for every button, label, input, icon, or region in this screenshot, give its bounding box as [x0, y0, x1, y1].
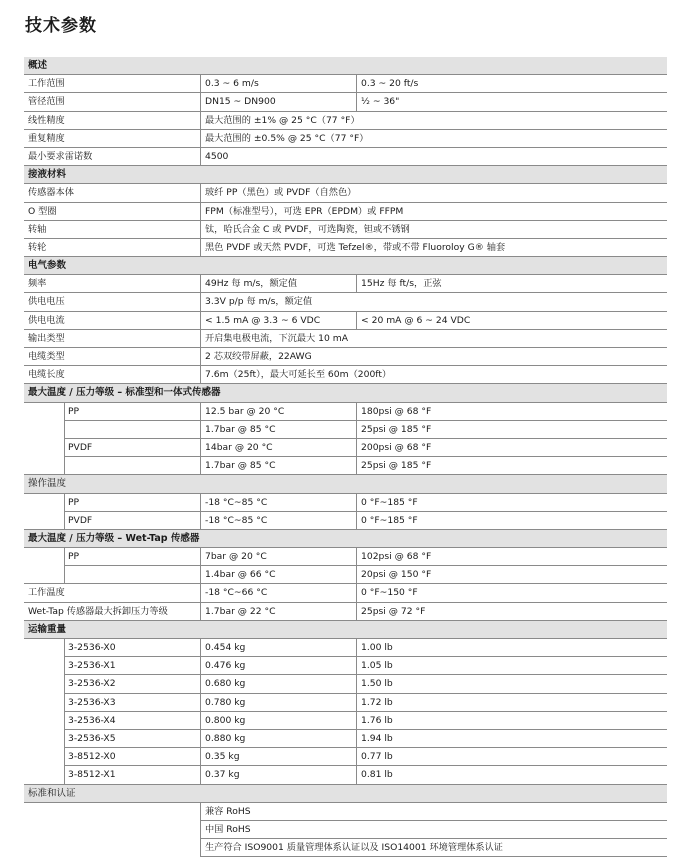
table-row: [24, 75, 667, 93]
row-sublabel: 3-8512-X1: [68, 769, 116, 781]
row-value-imperial: 1.94 lb: [356, 730, 667, 748]
standard-item: [24, 803, 667, 821]
row-sublabel: 3-2536-X4: [68, 714, 116, 726]
row-value-imperial: 25psi @ 72 °F: [356, 603, 667, 620]
row-value-metric: 玻纤 PP（黑色）或 PVDF（自然色）: [200, 184, 667, 201]
table-row: [24, 548, 667, 566]
row-value-metric: < 1.5 mA @ 3.3 ~ 6 VDC: [200, 312, 356, 329]
section-heading: 接液材料: [28, 169, 67, 181]
table-row: [24, 403, 667, 421]
section-header: [24, 530, 667, 548]
row-sublabel: PP: [68, 551, 80, 563]
row-value-metric: 0.35 kg: [200, 748, 356, 766]
section-header: [24, 166, 667, 184]
section-heading: 最大温度 / 压力等级 – Wet-Tap 传感器: [28, 532, 200, 544]
table-row: [24, 312, 667, 330]
row-label: 工作温度: [28, 587, 65, 599]
row-value-metric: -18 °C~85 °C: [200, 494, 356, 512]
row-label: O 型圈: [28, 205, 57, 217]
row-value-metric: 0.476 kg: [200, 657, 356, 675]
row-value-imperial: 1.72 lb: [356, 694, 667, 712]
table-row: [24, 566, 667, 584]
table-row: [24, 112, 667, 130]
row-value-imperial: 0 °F~185 °F: [356, 494, 667, 512]
row-value-imperial: 0 °F~150 °F: [356, 584, 667, 601]
row-sublabel: 3-2536-X3: [68, 696, 116, 708]
row-value-metric: DN15 ~ DN900: [200, 93, 356, 110]
table-row: [24, 348, 667, 366]
table-row: [24, 639, 667, 657]
spec-table: [24, 57, 667, 857]
table-row: [24, 366, 667, 384]
row-label: 转轮: [28, 241, 47, 253]
section-heading: 操作温度: [28, 478, 67, 490]
row-value-metric: 黑色 PVDF 或天然 PVDF，可选 Tefzel®，带或不带 Fluoroloy G® 轴套: [200, 239, 667, 256]
standard-text: 中国 RoHS: [200, 821, 667, 839]
table-row: [24, 293, 667, 311]
row-value-metric: 1.7bar @ 22 °C: [200, 603, 356, 620]
row-label: 线性精度: [28, 114, 65, 126]
row-value-metric: 7bar @ 20 °C: [200, 548, 356, 566]
row-sublabel: PP: [68, 496, 80, 508]
row-value-metric: FPM（标准型号），可选 EPR（EPDM）或 FFPM: [200, 203, 667, 220]
row-value-imperial: 102psi @ 68 °F: [356, 548, 667, 566]
row-label: 电缆长度: [28, 369, 65, 381]
table-row: [24, 239, 667, 257]
row-sublabel: [64, 457, 200, 474]
section-heading: 运输重量: [28, 623, 67, 635]
row-label: 重复精度: [28, 132, 65, 144]
row-value-metric: -18 °C~66 °C: [200, 584, 356, 601]
table-row: [24, 275, 667, 293]
table-row: [24, 439, 667, 457]
row-sublabel: 3-2536-X2: [68, 678, 116, 690]
row-value-metric: 49Hz 每 m/s，额定值: [200, 275, 356, 292]
row-sublabel: 3-2536-X5: [68, 732, 116, 744]
table-row: [24, 457, 667, 475]
table-row: [24, 675, 667, 693]
row-value-imperial: 25psi @ 185 °F: [356, 457, 667, 474]
table-row: [24, 603, 667, 621]
table-row: [24, 494, 667, 512]
row-value-imperial: 1.76 lb: [356, 712, 667, 730]
row-label: Wet-Tap 传感器最大拆卸压力等级: [28, 605, 168, 617]
row-value-metric: 3.3V p/p 每 m/s，额定值: [200, 293, 667, 310]
row-value-imperial: < 20 mA @ 6 ~ 24 VDC: [356, 312, 667, 329]
standard-text: 生产符合 ISO9001 质量管理体系认证以及 ISO14001 环境管理体系认证: [200, 839, 667, 857]
section-header: [24, 384, 667, 402]
row-label: 电缆类型: [28, 351, 65, 362]
row-value-imperial: 180psi @ 68 °F: [356, 403, 667, 421]
row-label: 供电电压: [28, 296, 65, 308]
row-value-metric: 最大范围的 ±1% @ 25 °C（77 °F）: [200, 112, 667, 129]
table-row: [24, 657, 667, 675]
row-label: 最小要求雷诺数: [28, 150, 93, 162]
table-row: [24, 421, 667, 439]
row-value-imperial: 0.81 lb: [356, 766, 667, 783]
row-value-imperial: 25psi @ 185 °F: [356, 421, 667, 439]
section-header: [24, 257, 667, 275]
row-value-metric: 最大范围的 ±0.5% @ 25 °C（77 °F）: [200, 130, 667, 147]
row-value-imperial: 15Hz 每 ft/s，正弦: [356, 275, 667, 292]
row-value-imperial: 1.50 lb: [356, 675, 667, 693]
row-value-imperial: 1.00 lb: [356, 639, 667, 657]
row-value-imperial: 1.05 lb: [356, 657, 667, 675]
row-label: 工作范围: [28, 78, 65, 90]
table-row: [24, 221, 667, 239]
section-header: [24, 621, 667, 639]
row-value-metric: 0.880 kg: [200, 730, 356, 748]
section-heading: 电气参数: [28, 260, 67, 272]
row-value-metric: 0.780 kg: [200, 694, 356, 712]
row-label: 频率: [28, 278, 47, 290]
row-value-metric: 0.3 ~ 6 m/s: [200, 75, 356, 92]
row-value-metric: 1.7bar @ 85 °C: [200, 421, 356, 439]
table-row: [24, 148, 667, 166]
row-value-imperial: 0.3 ~ 20 ft/s: [356, 75, 667, 92]
table-row: [24, 584, 667, 602]
row-sublabel: PVDF: [68, 514, 93, 526]
row-value-imperial: 0 °F~185 °F: [356, 512, 667, 529]
section-header: [24, 57, 667, 75]
page-title: 技术参数: [25, 16, 97, 36]
row-value-metric: 0.454 kg: [200, 639, 356, 657]
row-value-imperial: 200psi @ 68 °F: [356, 439, 667, 457]
row-value-metric: 2 芯双绞带屏蔽，22AWG: [200, 348, 667, 365]
section-heading: 最大温度 / 压力等级 – 标准型和一体式传感器: [28, 387, 221, 399]
table-row: [24, 184, 667, 202]
table-row: [24, 130, 667, 148]
row-value-metric: 7.6m（25ft），最大可延长至 60m（200ft）: [200, 366, 667, 383]
row-value-metric: 0.800 kg: [200, 712, 356, 730]
table-row: [24, 730, 667, 748]
row-label: 传感器本体: [28, 187, 74, 199]
row-value-metric: -18 °C~85 °C: [200, 512, 356, 529]
row-value-metric: 1.7bar @ 85 °C: [200, 457, 356, 474]
section-heading: 概述: [28, 60, 48, 71]
section-heading: 标准和认证: [28, 787, 76, 799]
row-value-metric: 0.37 kg: [200, 766, 356, 783]
row-label: 转轴: [28, 223, 47, 235]
row-label: 管径范围: [28, 96, 65, 108]
row-value-metric: 1.4bar @ 66 °C: [200, 566, 356, 583]
row-sublabel: PP: [68, 405, 80, 417]
row-sublabel: [64, 566, 200, 583]
row-label: 供电电流: [28, 314, 65, 326]
table-row: [24, 93, 667, 111]
table-row: [24, 694, 667, 712]
row-sublabel: 3-8512-X0: [68, 751, 116, 763]
row-value-metric: 4500: [200, 148, 667, 165]
row-value-imperial: ½ ~ 36": [356, 93, 667, 110]
table-row: [24, 330, 667, 348]
row-value-metric: 开启集电极电流，下沉最大 10 mA: [200, 330, 667, 347]
standard-item: [24, 839, 667, 857]
row-sublabel: 3-2536-X0: [68, 642, 116, 653]
row-sublabel: [64, 421, 200, 439]
standard-text: 兼容 RoHS: [200, 803, 667, 821]
row-sublabel: 3-2536-X1: [68, 660, 116, 672]
row-value-metric: 12.5 bar @ 20 °C: [200, 403, 356, 421]
row-value-imperial: 20psi @ 150 °F: [356, 566, 667, 583]
row-value-metric: 钛，哈氏合金 C 或 PVDF，可选陶瓷，钽或不锈钢: [200, 221, 667, 238]
table-row: [24, 766, 667, 784]
section-header: [24, 785, 667, 803]
section-header: [24, 475, 667, 493]
row-label: 输出类型: [28, 332, 65, 344]
row-sublabel: PVDF: [68, 441, 93, 453]
table-row: [24, 203, 667, 221]
standard-item: [24, 821, 667, 839]
table-row: [24, 712, 667, 730]
row-value-metric: 0.680 kg: [200, 675, 356, 693]
row-value-metric: 14bar @ 20 °C: [200, 439, 356, 457]
row-value-imperial: 0.77 lb: [356, 748, 667, 766]
table-row: [24, 748, 667, 766]
table-row: [24, 512, 667, 530]
